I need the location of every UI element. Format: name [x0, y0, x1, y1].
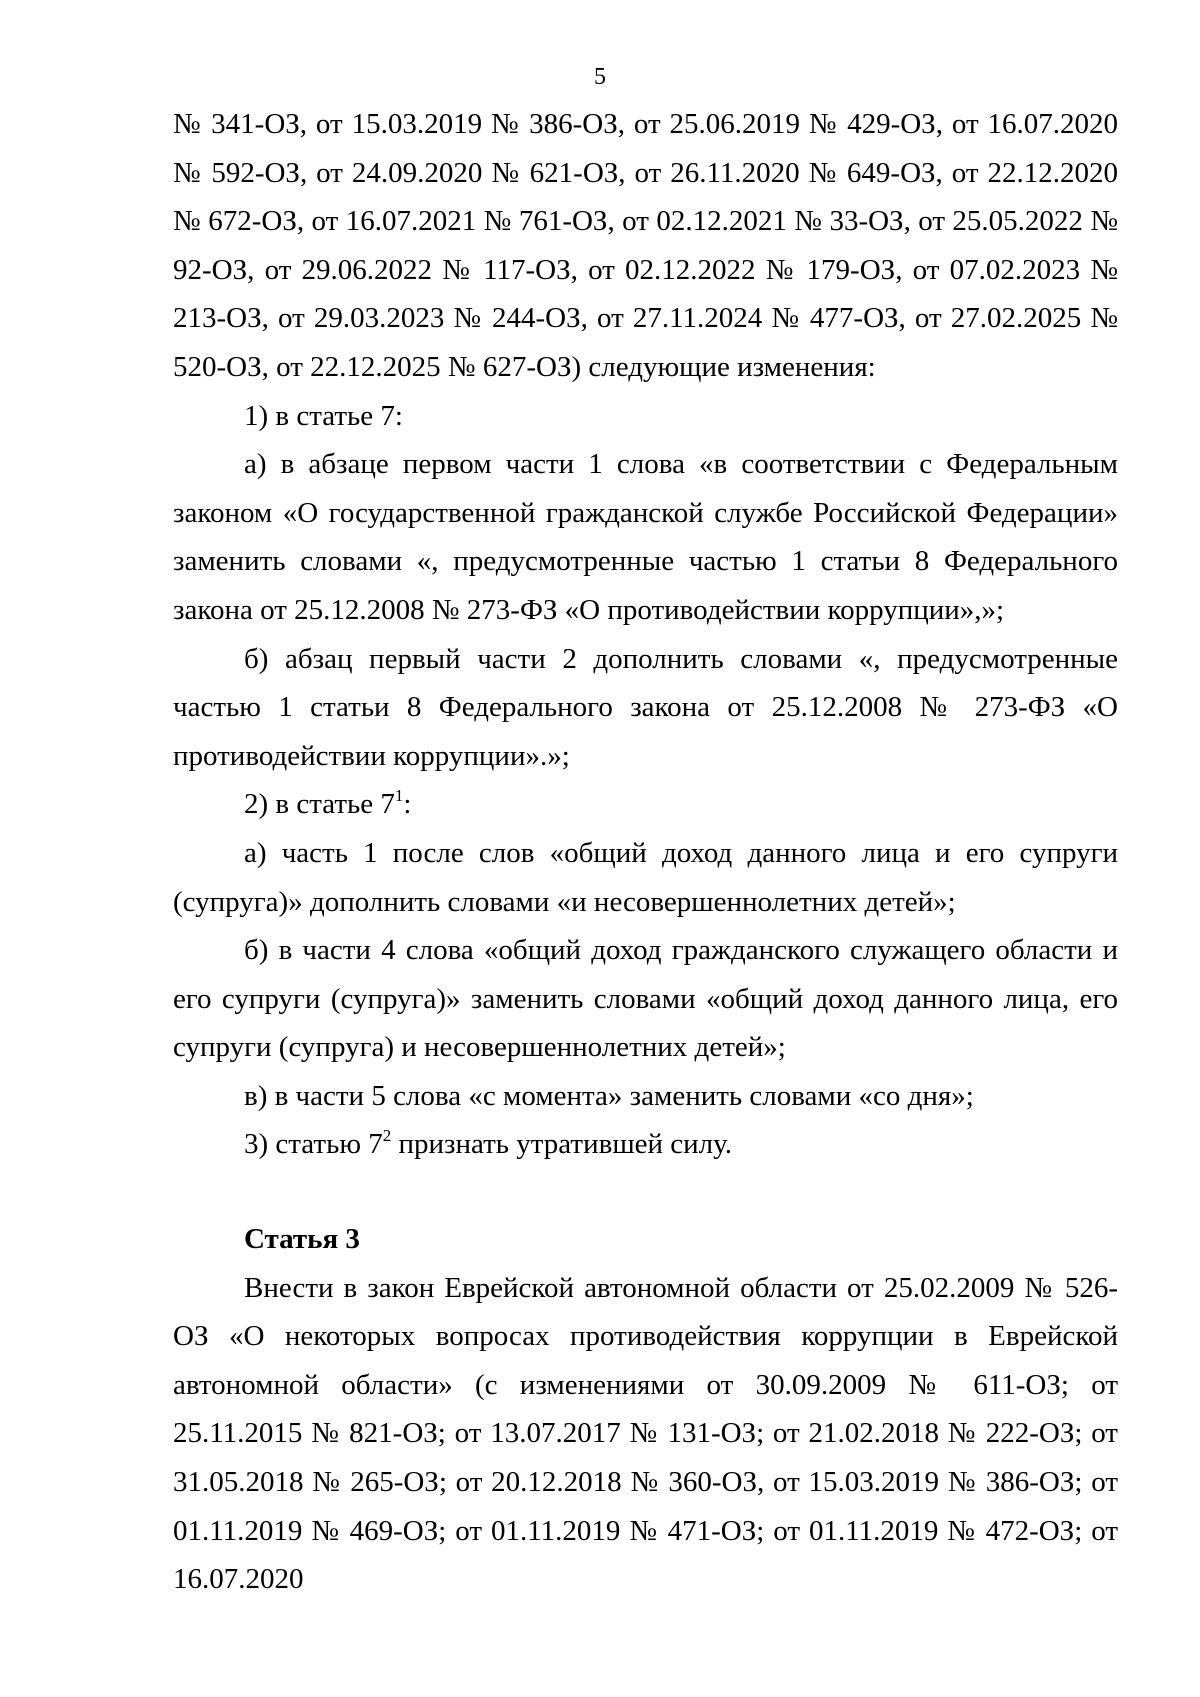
article-heading: Статья 3 [244, 1223, 360, 1256]
item-2-superscript: 1 [394, 785, 404, 805]
document-body [173, 100, 1118, 1604]
item-1a: а) в абзаце первом части 1 слова «в соответствии с Федеральным законом «О государственной гражданской службе Российской Федерации» заменить словами «, предусмотренные частью 1 статьи 8 Федерального закона от 25.12.2008 № 273-ФЗ «О противодействии коррупции»,»; [173, 448, 1118, 626]
item-2b: б) в части 4 слова «общий доход гражданского служащего области и его супруги (супруга)» заменить словами «общий доход данного лица, его супруги (супруга) и несовершеннолетних детей»; [173, 934, 1118, 1064]
page-number: 5 [594, 64, 606, 90]
section-gap [173, 1169, 1118, 1215]
item-2c: в) в части 5 слова «с момента» заменить словами «со дня»; [244, 1079, 974, 1112]
paragraph-amendments-list: № 341-ОЗ, от 15.03.2019 № 386-ОЗ, от 25.06.2019 № 429-ОЗ, от 16.07.2020 № 592-ОЗ, от 24.09.2020 № 621-ОЗ, от 26.11.2020 № 649-ОЗ, от 22.12.2020 № 672-ОЗ, от 16.07.2021 № 761-ОЗ, от 02.12.2021 № 33-ОЗ, от 25.05.2022 № 92-ОЗ, от 29.06.2022 № 117-ОЗ, от 02.12.2022 № 179-ОЗ, от 07.02.2023 № 213-ОЗ, от 29.03.2023 № 244-ОЗ, от 27.11.2024 № 477-ОЗ, от 27.02.2025 № 520-ОЗ, от 22.12.2025 № 627-ОЗ) следующие изменения: [173, 108, 1118, 383]
paragraph-article-3: Внести в закон Еврейской автономной области от 25.02.2009 № 526-ОЗ «О некоторых вопросах противодействия коррупции в Еврейской автономной области» (с изменениями от 30.09.2009 № 611-ОЗ; от 25.11.2015 № 821-ОЗ; от 13.07.2017 № 131-ОЗ; от 21.02.2018 № 222-ОЗ; от 31.05.2018 № 265-ОЗ; от 20.12.2018 № 360-ОЗ, от 15.03.2019 № 386-ОЗ; от 01.11.2019 № 469-ОЗ; от 01.11.2019 № 471-ОЗ; от 01.11.2019 № 472-ОЗ; от 16.07.2020 [173, 1271, 1118, 1596]
item-1: 1) в статье 7: [244, 399, 403, 432]
item-2a: а) часть 1 после слов «общий доход данного лица и его супруги (супруга)» дополнить словами «и несовершеннолетних детей»; [173, 836, 1118, 918]
item-2 [173, 780, 1118, 829]
item-2-colon: : [403, 788, 412, 821]
item-3-rest: признать утратившей силу. [391, 1128, 732, 1161]
item-3-text: 3) статью 7 [244, 1128, 383, 1161]
item-3-superscript: 2 [382, 1125, 392, 1145]
item-2-text: 2) в статье 7 [244, 788, 395, 821]
item-3 [173, 1120, 1118, 1169]
item-1b: б) абзац первый части 2 дополнить словами «, предусмотренные частью 1 статьи 8 Федерального закона от 25.12.2008 № 273-ФЗ «О противодействии коррупции».»; [173, 642, 1118, 772]
